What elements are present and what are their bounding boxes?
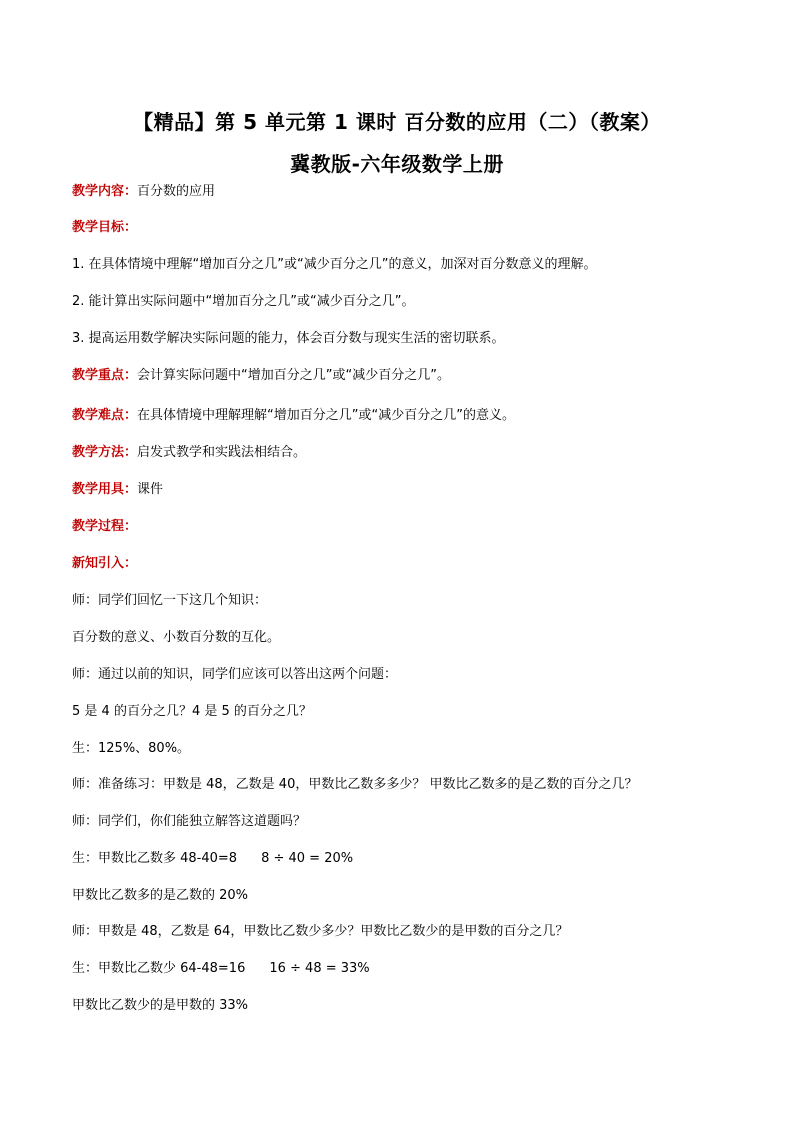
answer-difference-2: 生：甲数比乙数少 64-48=16 [72, 961, 246, 976]
dialogue-line-9: 甲数比乙数多的是乙数的 20% [72, 888, 249, 903]
dialogue-line-2: 百分数的意义、小数百分数的互化。 [72, 630, 281, 645]
answer-percentage: 8 ÷ 40 = 20% [261, 851, 354, 866]
dialogue-line-1: 师：同学们回忆一下这几个知识： [72, 593, 268, 608]
goal-item-3: 3. 提高运用数学解决实际问题的能力，体会百分数与现实生活的密切联系。 [72, 331, 505, 346]
dialogue-line-12: 甲数比乙数少的是甲数的 33% [72, 998, 249, 1013]
dialogue-line-3: 师：通过以前的知识，同学们应该可以答出这两个问题： [72, 667, 398, 682]
teaching-difficulty-label: 教学难点： [72, 408, 138, 423]
teaching-method-label: 教学方法： [72, 445, 138, 460]
dialogue-line-4: 5 是 4 的百分之几？4 是 5 的百分之几？ [72, 704, 312, 719]
teaching-method-line [72, 445, 306, 461]
teaching-key-label: 教学重点： [72, 368, 138, 383]
document-title: 【精品】第 5 单元第 1 课时 百分数的应用（二）（教案） [133, 110, 661, 134]
teaching-tools-text: 课件 [137, 482, 164, 497]
teaching-content-label: 教学内容： [72, 184, 138, 199]
teaching-process-label: 教学过程： [72, 519, 138, 534]
document-subtitle: 冀教版-六年级数学上册 [290, 152, 504, 176]
teaching-tools-line [72, 482, 163, 498]
dialogue-line-6: 师：准备练习：甲数是 48，乙数是 40，甲数比乙数多多少？ 甲数比乙数多的是乙数的百分之几？ [72, 777, 638, 792]
teaching-content-text: 百分数的应用 [137, 184, 216, 199]
dialogue-line-8 [72, 851, 353, 867]
teaching-goal-line [72, 220, 137, 236]
teaching-difficulty-text: 在具体情境中理解理解“增加百分之几”或“减少百分之几”的意义。 [137, 408, 515, 423]
teaching-tools-label: 教学用具： [72, 482, 138, 497]
teaching-method-text: 启发式教学和实践法相结合。 [137, 445, 307, 460]
teaching-difficulty-line [72, 408, 515, 424]
teaching-key-text: 会计算实际问题中“增加百分之几”或“减少百分之几”。 [137, 368, 450, 383]
goal-item-2: 2. 能计算出实际问题中“增加百分之几”或“减少百分之几”。 [72, 294, 415, 309]
dialogue-line-5: 生：125%、80%。 [72, 741, 191, 756]
teaching-goal-label: 教学目标： [72, 220, 138, 235]
dialogue-line-10: 师：甲数是 48，乙数是 64，甲数比乙数少多少？甲数比乙数少的是甲数的百分之几？ [72, 924, 569, 939]
teaching-content-line [72, 184, 215, 200]
dialogue-line-11 [72, 961, 370, 977]
answer-percentage-2: 16 ÷ 48 = 33% [269, 961, 370, 976]
new-knowledge-intro-line [72, 556, 137, 572]
new-knowledge-intro-label: 新知引入： [72, 556, 138, 571]
goal-item-1: 1. 在具体情境中理解“增加百分之几”或“减少百分之几”的意义，加深对百分数意义的理解。 [72, 257, 597, 272]
teaching-key-line [72, 368, 450, 384]
dialogue-line-7: 师：同学们，你们能独立解答这道题吗？ [72, 814, 307, 829]
answer-difference: 生：甲数比乙数多 48-40=8 [72, 851, 238, 866]
teaching-process-line [72, 519, 137, 535]
